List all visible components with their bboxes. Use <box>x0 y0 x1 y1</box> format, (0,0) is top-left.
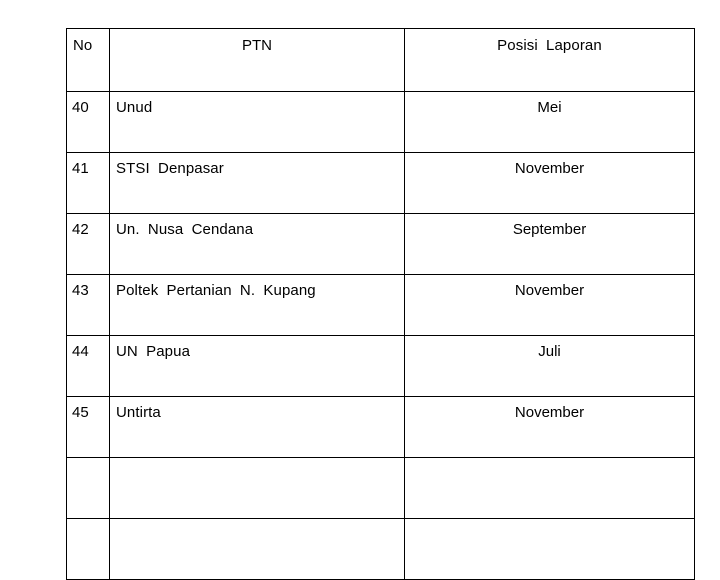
header-ptn: PTN <box>110 29 405 92</box>
cell-ptn: UN Papua <box>110 336 405 397</box>
table-row <box>67 153 695 214</box>
table-row-empty <box>67 458 695 519</box>
cell-no: 40 <box>67 92 110 153</box>
cell-posisi: Juli <box>405 336 695 397</box>
cell-no: 45 <box>67 397 110 458</box>
cell-no: 44 <box>67 336 110 397</box>
header-posisi-laporan: Posisi Laporan <box>405 29 695 92</box>
cell-no: 42 <box>67 214 110 275</box>
cell-posisi: November <box>405 153 695 214</box>
table-row <box>67 336 695 397</box>
header-no: No <box>67 29 110 92</box>
report-table <box>66 28 695 580</box>
cell-ptn: Untirta <box>110 397 405 458</box>
cell-posisi: November <box>405 397 695 458</box>
cell-no <box>67 458 110 519</box>
table-row <box>67 275 695 336</box>
cell-posisi <box>405 519 695 580</box>
table-row <box>67 397 695 458</box>
cell-posisi <box>405 458 695 519</box>
cell-no <box>67 519 110 580</box>
cell-no: 41 <box>67 153 110 214</box>
table-row <box>67 214 695 275</box>
table-header-row <box>67 29 695 92</box>
cell-posisi: November <box>405 275 695 336</box>
cell-ptn <box>110 458 405 519</box>
cell-ptn: Un. Nusa Cendana <box>110 214 405 275</box>
cell-ptn: Poltek Pertanian N. Kupang <box>110 275 405 336</box>
cell-no: 43 <box>67 275 110 336</box>
cell-posisi: Mei <box>405 92 695 153</box>
cell-posisi: September <box>405 214 695 275</box>
cell-ptn: STSI Denpasar <box>110 153 405 214</box>
table-row-empty <box>67 519 695 580</box>
table-row <box>67 92 695 153</box>
cell-ptn <box>110 519 405 580</box>
cell-ptn: Unud <box>110 92 405 153</box>
